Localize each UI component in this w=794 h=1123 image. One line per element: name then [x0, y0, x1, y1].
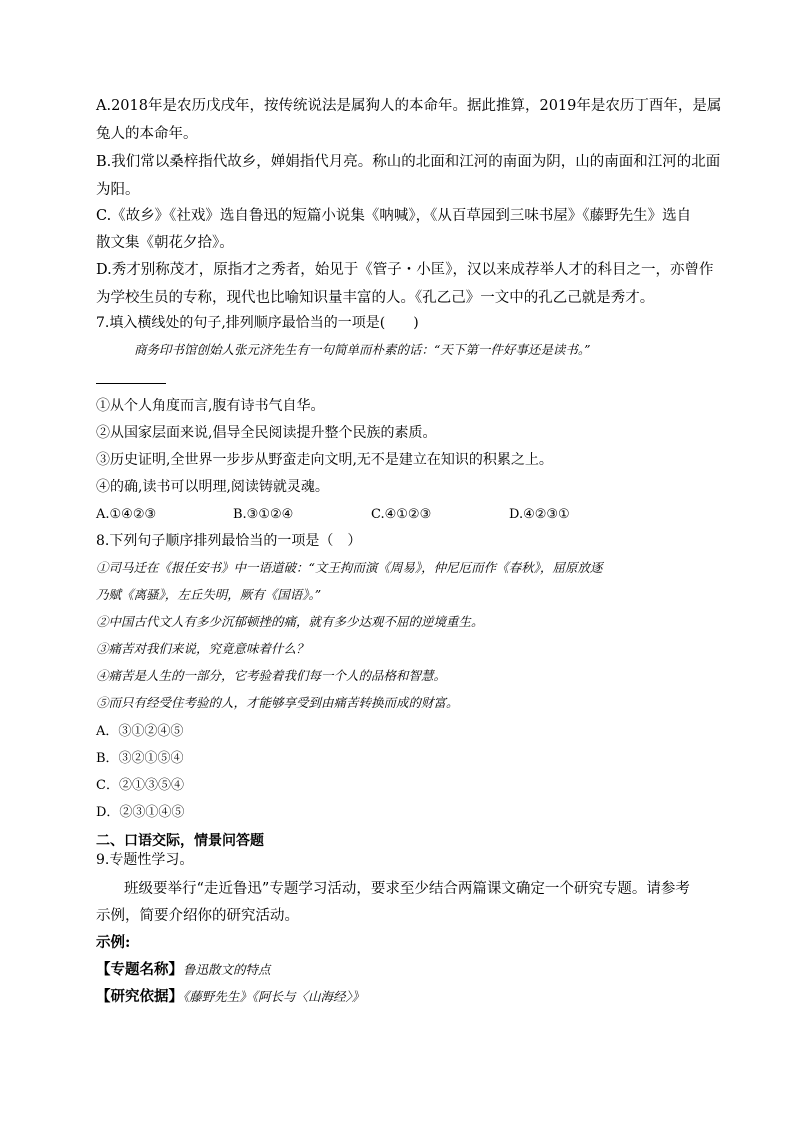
- q8-sentence-3: ③痛苦对我们来说，究竟意味着什么？: [96, 641, 309, 656]
- q6-option-b-line2: 为阳。: [96, 182, 140, 198]
- q7-option-c: C.④①②③: [371, 507, 432, 522]
- q7-option-d: D.④②③①: [509, 507, 570, 522]
- topic-value: 鲁迅散文的特点: [183, 962, 271, 977]
- q7-answer-blank: [96, 383, 166, 384]
- q7-option-a: A.①④②③: [96, 507, 157, 522]
- q7-stem: 7.填入横线处的句子,排列顺序最恰当的一项是( ): [96, 315, 419, 331]
- q6-option-a-line1: A.2018年是农历戊戌年，按传统说法是属狗人的本命年。据此推算，2019年是农历丁酉年，是属: [96, 98, 722, 114]
- topic-row: [96, 960, 271, 980]
- q6-option-b-line1: B.我们常以桑梓指代故乡，婵娟指代月亮。称山的北面和江河的南面为阴，山的南面和江河的北面: [96, 154, 721, 170]
- topic-label: 【专题名称】: [96, 961, 183, 978]
- q8-option-d: D．②③①④⑤: [96, 805, 185, 820]
- q7-sentence-4: ④的确,读书可以明理,阅读铸就灵魂。: [96, 479, 329, 495]
- section-heading: 二、口语交际，情景问答题: [96, 833, 264, 849]
- q9-stem: 9.专题性学习。: [96, 852, 194, 868]
- basis-value: 《藤野先生》《阿长与〈山海经〉》: [183, 989, 365, 1004]
- q6-option-c-line1: C.《故乡》《社戏》选自鲁迅的短篇小说集《呐喊》，《从百草园到三味书屋》《藤野先生》选自: [96, 208, 692, 224]
- q8-sentence-2: ②中国古代文人有多少沉郁顿挫的痛，就有多少达观不屈的逆境重生。: [96, 614, 484, 629]
- q6-option-a-line2: 兔人的本命年。: [96, 126, 198, 142]
- q6-option-d-line1: D.秀才别称茂才，原指才之秀者，始见于《管子・小匡》，汉以来成荐举人才的科目之一，亦曾作: [96, 262, 714, 278]
- q9-body-line2: 示例，简要介绍你的研究活动。: [96, 908, 299, 924]
- q7-sentence-1: ①从个人角度而言,腹有诗书气自华。: [96, 398, 325, 414]
- q8-sentence-1-line2: 乃赋《离骚》，左丘失明，厥有《国语》。”: [96, 587, 322, 602]
- q6-option-c-line2: 散文集《朝花夕拾》。: [96, 235, 234, 251]
- q8-sentence-1-line1: ①司马迁在《报任安书》中一语道破：“文王拘而演《周易》，仲尼厄而作《春秋》，屈原放逐: [96, 560, 603, 575]
- example-label: 示例:: [96, 934, 131, 951]
- q8-sentence-4: ④痛苦是人生的一部分，它考验着我们每一个人的品格和智慧。: [96, 668, 447, 683]
- basis-label: 【研究依据】: [96, 988, 183, 1005]
- q7-sentence-2: ②从国家层面来说,倡导全民阅读提升整个民族的素质。: [96, 425, 437, 441]
- q8-sentence-5: ⑤而只有经受住考验的人，才能够享受到由痛苦转换而成的财富。: [96, 695, 459, 710]
- q9-body-line1: 班级要举行“走近鲁迅”专题学习活动，要求至少结合两篇课文确定一个研究专题。请参考: [124, 881, 690, 897]
- q7-option-b: B.③①②④: [233, 507, 294, 522]
- q8-option-a: A．③①②④⑤: [96, 724, 184, 739]
- q7-sentence-3: ③历史证明,全世界一步步从野蛮走向文明,无不是建立在知识的积累之上。: [96, 452, 553, 468]
- q6-option-d-line2: 为学校生员的专称，现代也比喻知识量丰富的人。《孔乙己》一文中的孔乙己就是秀才。: [96, 290, 655, 306]
- q8-stem: 8.下列句子顺序排列最恰当的一项是（ ）: [96, 533, 362, 549]
- q8-option-c: C．②①③⑤④: [96, 778, 184, 793]
- q8-option-b: B．③②①⑤④: [96, 751, 184, 766]
- basis-row: [96, 987, 364, 1007]
- q7-quote: 商务印书馆创始人张元济先生有一句简单而朴素的话：“天下第一件好事还是读书。”: [134, 342, 591, 357]
